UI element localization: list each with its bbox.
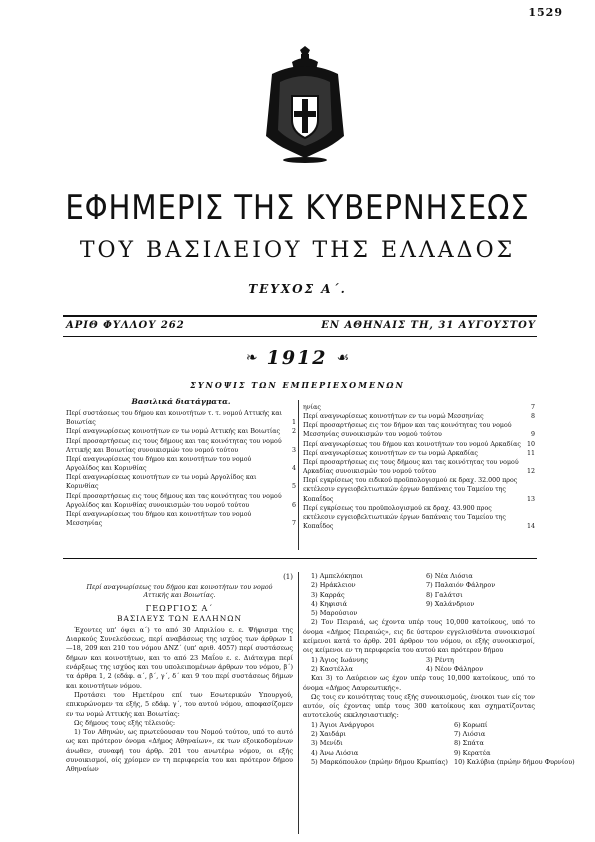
contents-item-page: 2 bbox=[291, 428, 296, 436]
settlement-item: 5) Μαρκόπουλον (πρώην δήμου Κρωπίας) bbox=[311, 757, 448, 766]
settlement-item: 2) Ηράκλειον bbox=[311, 581, 356, 590]
settlement-item: 9) Χαλάνδριον bbox=[426, 599, 475, 608]
settlement-item: 2) Χαιδάρι bbox=[311, 730, 346, 739]
settlement-item: 4) Άνω Λιόσια bbox=[311, 748, 359, 757]
contents-left-list bbox=[66, 409, 296, 528]
contents-item-page: 11 bbox=[526, 449, 535, 457]
place-date: ΕΝ ΑΘΗΝΑΙΣ ΤΗ, 31 ΑΥΓΟΥΣΤΟΥ bbox=[321, 320, 536, 331]
contents-item-text: Περί εγκρίσεως του ειδικού προϋπολογισμού εκ δραχ. 32.000 προς εκτέλεσιν εγγειοβελτιωτικών έργων δαπάναις του Ταμείου της Κοπαΐδος bbox=[303, 477, 518, 503]
settlement-item: 8) Γαλάτσι bbox=[426, 590, 463, 599]
contents-item bbox=[303, 412, 535, 421]
contents-item-text: Περί προσαρτήσεως εις τον δήμον και τας κοινότητας του νομού Μεσσηνίας συνοικισμών του νομού τούτου bbox=[303, 422, 512, 439]
contents-item-text: ηνίας bbox=[303, 404, 321, 411]
king-name: ΓΕΩΡΓΙΟΣ Α΄ bbox=[145, 604, 214, 614]
contents-item-text: Περί αναγνωρίσεως του δήμου και κοινοτήτων του νομού Μεσσηνίας bbox=[66, 510, 252, 528]
decree-right-column bbox=[303, 572, 575, 767]
settlement-item: 8) Σπάτα bbox=[453, 739, 484, 748]
contents-item-page: 12 bbox=[526, 468, 535, 476]
contents-left-column bbox=[66, 397, 296, 528]
decree-paragraph: Ως τοις εν κοινότητας τους εξής συνοικισμούς, ένοικοι των είς τον αυτόν, οίς έχοντας υπέρ τους 300 κατοίκους και σχηματίζοντας αυτοτελούς εκκλησιαστικής: bbox=[303, 692, 535, 720]
settlement-item: 9) Κερατέα bbox=[453, 748, 491, 757]
settlement-item: 7) Λιόσια bbox=[453, 730, 486, 739]
decree-left-column bbox=[66, 573, 293, 775]
masthead-rule-top bbox=[63, 315, 537, 317]
contents-item-page: 9 bbox=[530, 431, 535, 439]
settlement-item: 2) Καστέλλα bbox=[311, 664, 354, 673]
settlement-item: 10) Καλύβια (πρώην δήμου Φυρνίου) bbox=[453, 757, 575, 766]
left-ornament-icon: ❧ bbox=[245, 350, 258, 366]
contents-item bbox=[303, 458, 535, 476]
contents-right-list bbox=[303, 403, 535, 531]
settlement-item: 1) Αμπελόκηποι bbox=[311, 572, 364, 580]
gazette-title: ΕΦΗΜΕΡΙΣ ΤΗΣ ΚΥΒΕΡΝΗΣΕΩΣ bbox=[65, 188, 530, 228]
kingdom-title: ΤΟΥ ΒΑΣΙΛΕΙΟΥ ΤΗΣ ΕΛΛΑΔΟΣ bbox=[79, 238, 516, 263]
page-number: 1529 bbox=[528, 6, 563, 19]
contents-item bbox=[66, 427, 296, 436]
contents-item-text: Περί συστάσεως του δήμου και κοινοτήτων τ. τ. νομού Αττικής και Βοιωτίας bbox=[66, 410, 283, 427]
contents-item-page: 10 bbox=[526, 440, 535, 448]
settlement-item: 3) Καρράς bbox=[311, 590, 345, 599]
settlement-item: 1) Άγιος Ιωάννης bbox=[311, 655, 369, 664]
masthead-row bbox=[66, 320, 536, 334]
contents-item-text: Περί αναγνωρίσεως κοινοτήτων εν τω νομώ Αρκαδίας bbox=[303, 449, 478, 457]
contents-subheading: Βασιλικά διατάγματα. bbox=[131, 397, 231, 406]
decree-paragraph: 2) Τον Πειραιά, ως έχοντα υπέρ τους 10,000 κατοίκους, υπό το όνομα «Δήμος Πειραιώς», εις δε ύστερον εγγελισθέντα συνοικισμοί κείμενοι κατά το άρθρ. 201 άρθρον του νόμου, οι εξής συνοικισμοί, οις κείμενοι εν τη περιφερεία του αυτού και πρότερον δήμου bbox=[303, 618, 535, 655]
communities-list bbox=[303, 720, 575, 767]
contents-item bbox=[303, 504, 535, 531]
contents-item-page: 6 bbox=[291, 501, 296, 509]
contents-item-text: Περί αναγνωρίσεως κοινοτήτων εν τω νομώ Μεσσηνίας bbox=[303, 413, 484, 421]
contents-item-text: Περί αναγνωρίσεως του δήμου και κοινοτήτων του νομού Αρκαδίας bbox=[303, 440, 521, 448]
contents-item-page: 8 bbox=[530, 413, 535, 421]
contents-rule bbox=[63, 558, 537, 559]
year: 1912 bbox=[266, 347, 328, 369]
king-title: ΒΑΣΙΛΕΥΣ ΤΩΝ ΕΛΛΗΝΩΝ bbox=[116, 613, 243, 623]
contents-item-page: 13 bbox=[526, 495, 535, 503]
decree-paragraph: 1) Τον Αθηνών, ως πρωτεύουσαν του Νομού τούτου, υπό το αυτό ως και πρότερον όνομα «Δήμος Αθηναίων», εκ των εξοικοδομένων άνωθεν, συναφή του άρθρ. 201 του ανωτέρω νόμου, οι εξής συνοικισμοί, οίς χρίομεν εν τη περιφερεία του και πρότερον δήμου Αθηναίων bbox=[66, 728, 293, 774]
contents-heading: ΣΥΝΟΨΙΣ ΤΩΝ ΕΜΠΕΡΙΕΧΟΜΕΝΩΝ bbox=[190, 380, 405, 390]
settlement-item: 6) Κορωπί bbox=[453, 720, 488, 729]
piraeus-settlements-list bbox=[303, 656, 535, 675]
sheet-number: ΑΡΙΘ ΦΥΛΛΟΥ 262 bbox=[66, 320, 185, 331]
year-banner bbox=[0, 347, 595, 369]
contents-item-page: 14 bbox=[526, 523, 535, 531]
contents-item-text: Περί αναγνωρίσεως κοινοτήτων εν τω νομώ Αττικής και Βοιωτίας bbox=[66, 428, 281, 436]
contents-column-divider bbox=[298, 400, 299, 550]
royal-coat-of-arms-icon bbox=[262, 46, 348, 164]
decree-subject: Περί αναγνωρίσεως του δήμου και κοινοτήτων του νομού Αττικής και Βοιωτίας. bbox=[86, 584, 273, 600]
contents-item-page: 5 bbox=[291, 483, 296, 491]
contents-item bbox=[66, 510, 296, 528]
contents-right-column bbox=[303, 403, 535, 531]
contents-item bbox=[303, 403, 535, 412]
contents-item-text: Περί αναγνωρίσεως κοινοτήτων εν τω νομώ Αργολίδος και Κορινθίας bbox=[66, 474, 257, 491]
settlement-item: 5) Μαρούσιον bbox=[311, 609, 358, 618]
masthead-rule-bottom bbox=[63, 336, 537, 337]
settlement-item: 7) Παλαιόν Φάληρον bbox=[426, 581, 496, 590]
contents-item bbox=[66, 492, 296, 510]
contents-item bbox=[303, 440, 535, 449]
issue-type: ΤΕΥΧΟΣ Α΄. bbox=[248, 282, 347, 296]
decree-paragraph: Ως δήμους τους εξής τέλειούς: bbox=[74, 718, 176, 727]
settlement-item: 4) Νέον Φάληρον bbox=[426, 664, 484, 673]
contents-item bbox=[66, 409, 296, 427]
decree-paragraph: Προτάσει του Ημετέρου επί των Εσωτερικών Υπουργού, επικυρώνομεν τα εξής, 5 εδάφ. γ΄, του αυτού νόμου, αποφασίζομεν εν τω νομώ Αττικής και Βοιωτίας: bbox=[66, 690, 293, 718]
contents-item-page: 3 bbox=[291, 446, 296, 454]
contents-item bbox=[66, 473, 296, 491]
athens-settlements-list bbox=[303, 572, 535, 618]
contents-item-text: Περί εγκρίσεως του προϋπολογισμού εκ δραχ. 43.900 προς εκτέλεσιν εγγειοβελτιωτικών έργων δαπάναις του Ταμείου της Κοπαΐδος bbox=[303, 504, 506, 531]
settlement-item: 3) Μενίδι bbox=[311, 739, 343, 748]
contents-item-page: 1 bbox=[291, 419, 296, 427]
contents-item-text: Περί προσαρτήσεως εις τους δήμους και τας κοινότητας του νομού Αργολίδος και Κορινθίας συνοικισμών του νομού τούτου bbox=[66, 492, 282, 509]
contents-item-page: 7 bbox=[291, 520, 296, 528]
decree-number: (1) bbox=[283, 573, 293, 581]
contents-item bbox=[66, 437, 296, 455]
contents-item-text: Περί προσαρτήσεως εις τους δήμους και τας κοινότητας του νομού Αττικής και Βοιωτίας συνοικισμών του νομού τούτου bbox=[66, 437, 282, 454]
settlement-item: 1) Άγιοι Ανάργυροι bbox=[311, 720, 375, 729]
right-ornament-icon: ☙ bbox=[336, 350, 350, 366]
decree-paragraph: Και 3) το Λαύρειον ως έχον υπέρ τους 10,000 κατοίκους, υπό το όνομα «Δήμος Λαυρεωτικής». bbox=[303, 674, 535, 692]
contents-item bbox=[303, 421, 535, 439]
settlement-item: 4) Κηφισιά bbox=[311, 599, 347, 608]
body-column-divider bbox=[298, 572, 299, 834]
contents-item-page: 4 bbox=[291, 465, 296, 473]
settlement-item: 6) Νέα Λιόσια bbox=[426, 572, 473, 580]
contents-item bbox=[303, 476, 535, 503]
settlement-item: 3) Ρέντη bbox=[426, 655, 454, 664]
contents-item-page: 7 bbox=[530, 404, 535, 411]
decree-paragraph: Έχοντες υπ' όψει α΄) το από 30 Απριλίου ε. ε. Ψήφισμα της Διαρκούς Συνελεύσεως, περί αναβάσεως της ισχύος των άρθρων 1—18, 209 και 210 του νόμου ΔΝΖ΄ (υπ' αριθ. 4057) περί συστάσεως δήμων και κοινοτήτων, και το από 23 Μαΐου ε. ε. Διάταγμα περί ενάρξεως της ισχύος και του υπολειπομένων άρθρων του νόμου, β΄) τα άρθρα 1, 2 (εδάφ. α΄, β΄, γ΄, δ΄ και 9 του περί συστάσεως δήμων και κοινοτήτων νόμου. bbox=[66, 625, 293, 690]
contents-item bbox=[66, 455, 296, 473]
contents-item bbox=[303, 449, 535, 458]
contents-item-text: Περί προσαρτήσεως εις τους δήμους και τας κοινότητας του νομού Αρκαδίας συνοικισμών του νομού τούτου bbox=[303, 458, 519, 476]
contents-item-text: Περί αναγνωρίσεως του δήμου και κοινοτήτων του νομού Αργολίδος και Κορινθίας bbox=[66, 455, 252, 473]
